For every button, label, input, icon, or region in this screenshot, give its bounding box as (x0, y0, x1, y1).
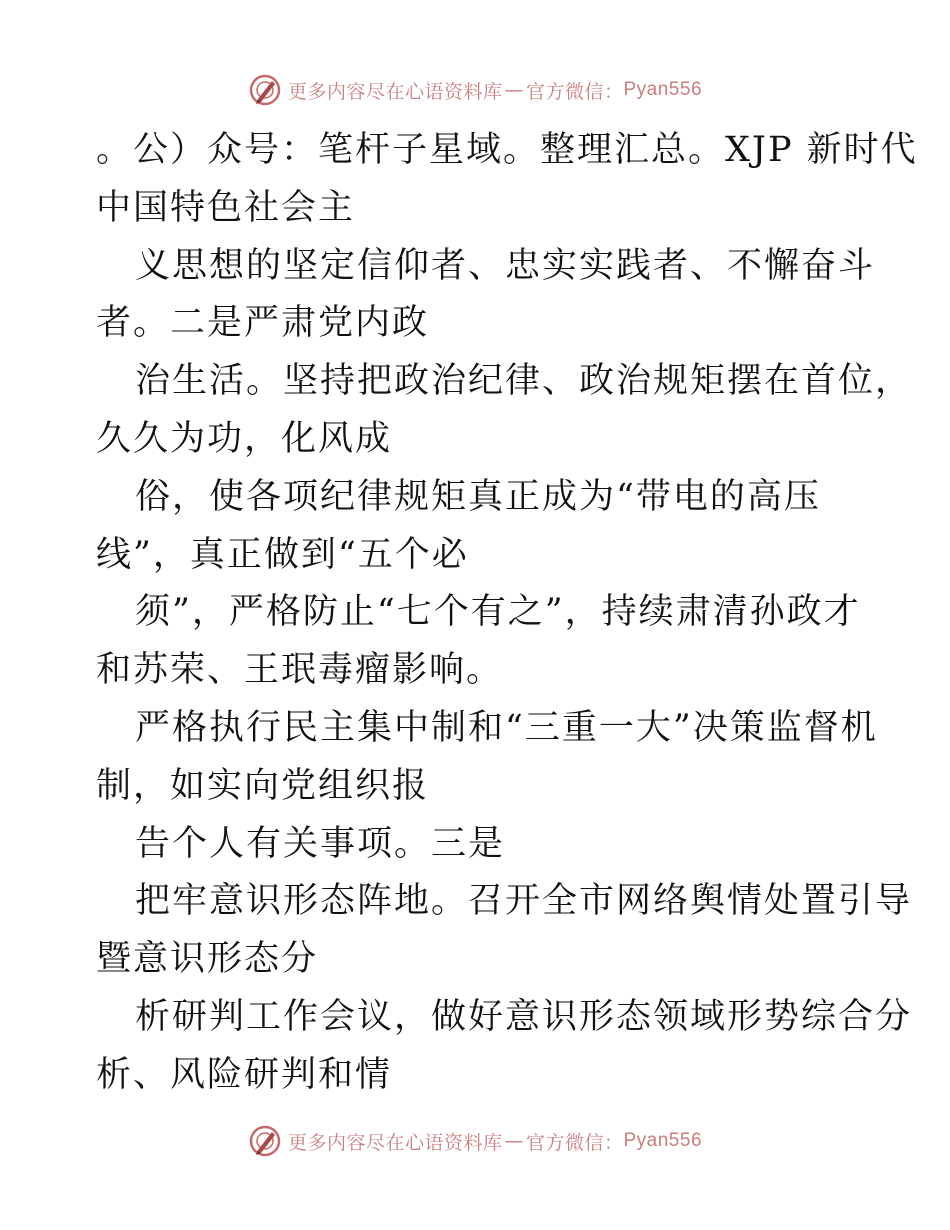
text-line: 义思想的坚定信仰者、忠实实践者、不懈奋斗 (135, 245, 876, 286)
text-line: 治生活。坚持把政治纪律、政治规矩摆在首位， (135, 361, 913, 402)
wechat-label: 官方微信： (525, 80, 624, 103)
text-line: 者。二是严肃党内政 (96, 303, 430, 344)
text-line: 和苏荣、王珉毒瘤影响。 (96, 650, 504, 691)
document-body (96, 122, 918, 1105)
text-line: 析、风险研判和情 (96, 1054, 393, 1095)
text-line: 严格执行民主集中制和“三重一大”决策监督机 (135, 707, 878, 748)
wechat-label: 官方微信： (525, 1131, 624, 1154)
text-line: 线”，真正做到“五个必 (96, 534, 469, 575)
brand-text: 更多内容尽在心语资料库 (287, 1131, 503, 1154)
brand-text: 更多内容尽在心语资料库 (287, 80, 503, 103)
text-line: 须”，严格防止“七个有之”，持续肃清孙政才 (135, 592, 861, 633)
wechat-id: Pyan556 (623, 79, 703, 100)
text-line: 。公）众号：笔杆子星域。整理汇总。XJP 新时代 (96, 130, 918, 170)
text-line: 中国特色社会主 (96, 187, 356, 228)
wechat-id: Pyan556 (623, 1130, 703, 1151)
pen-circle-logo-icon (248, 1124, 282, 1158)
separator: — (504, 79, 524, 101)
pen-circle-logo-icon (248, 73, 282, 107)
header-banner (0, 70, 950, 110)
separator: — (504, 1130, 524, 1152)
text-line: 告个人有关事项。三是 (135, 823, 506, 864)
text-line: 暨意识形态分 (96, 939, 319, 980)
footer-banner (0, 1121, 950, 1161)
text-line: 析研判工作会议，做好意识形态领域形势综合分 (135, 996, 913, 1037)
text-line: 久久为功，化风成 (96, 418, 393, 459)
text-line: 俗，使各项纪律规矩真正成为“带电的高压 (135, 476, 821, 517)
text-line: 制，如实向党组织报 (96, 765, 430, 806)
text-line: 把牢意识形态阵地。召开全市网络舆情处置引导 (135, 881, 913, 922)
